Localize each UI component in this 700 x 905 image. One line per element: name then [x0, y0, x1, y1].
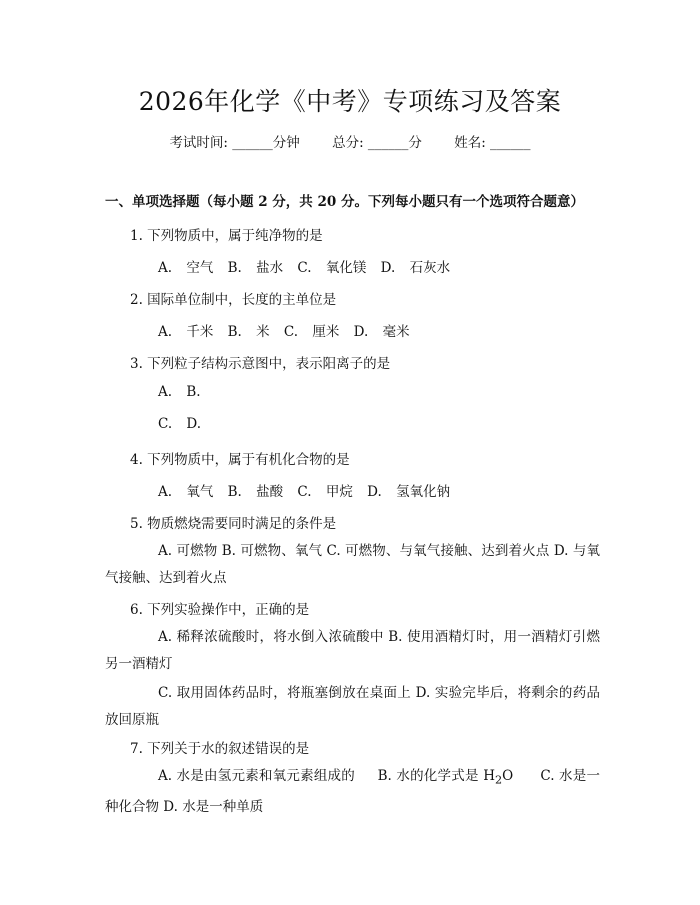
question-7-options [105, 763, 600, 821]
question-7-option-b-suffix: O [502, 768, 514, 784]
question-7-option-b [377, 768, 518, 787]
total-score-field: 总分: ______分 [332, 135, 422, 151]
question-2-stem: 2. 国际单位制中，长度的主单位是 [130, 292, 337, 308]
question-1-stem: 1. 下列物质中，属于纯净物的是 [130, 228, 323, 244]
question-4-options: A. 氧气 B. 盐酸 C. 甲烷 D. 氢氧化钠 [158, 484, 451, 500]
question-3-stem: 3. 下列粒子结构示意图中，表示阳离子的是 [130, 356, 391, 372]
question-7-option-b-prefix: B. 水的化学式是 H [377, 768, 495, 784]
question-7-option-a: A. 水是由氢元素和氧元素组成的 [158, 768, 356, 784]
subscript-two: 2 [495, 773, 503, 787]
question-6-options-row-1: A. 稀释浓硫酸时，将水倒入浓硫酸中 B. 使用酒精灯时，用一酒精灯引燃另一酒精灯 [105, 629, 600, 672]
question-3-options-row-2: C. D. [158, 416, 202, 432]
exam-meta [0, 131, 700, 151]
question-3-options-row-1: A. B. [158, 384, 201, 400]
question-7-stem: 7. 下列关于水的叙述错误的是 [130, 741, 310, 757]
question-7-option-rest: C. 水是一种化合物 D. 水是一种单质 [105, 768, 600, 815]
question-5-options: A. 可燃物 B. 可燃物、氧气 C. 可燃物、与氧气接触、达到着火点 D. 与氧气接触、达到着火点 [105, 543, 600, 586]
question-4-stem: 4. 下列物质中，属于有机化合物的是 [130, 452, 350, 468]
exam-time-field: 考试时间: ______分钟 [169, 135, 300, 151]
student-name-field: 姓名: ______ [454, 135, 531, 151]
question-5-stem: 5. 物质燃烧需要同时满足的条件是 [130, 516, 337, 532]
section-heading: 一、单项选择题（每小题 2 分，共 20 分。下列每小题只有一个选项符合题意） [105, 194, 584, 210]
question-2-options: A. 千米 B. 米 C. 厘米 D. 毫米 [158, 324, 410, 340]
question-6-options-row-2: C. 取用固体药品时，将瓶塞倒放在桌面上 D. 实验完毕后，将剩余的药品放回原瓶 [105, 685, 600, 728]
page-title: 2026年化学《中考》专项练习及答案 [138, 87, 562, 116]
question-1-options: A. 空气 B. 盐水 C. 氧化镁 D. 石灰水 [158, 260, 451, 276]
question-6-stem: 6. 下列实验操作中，正确的是 [130, 602, 310, 618]
